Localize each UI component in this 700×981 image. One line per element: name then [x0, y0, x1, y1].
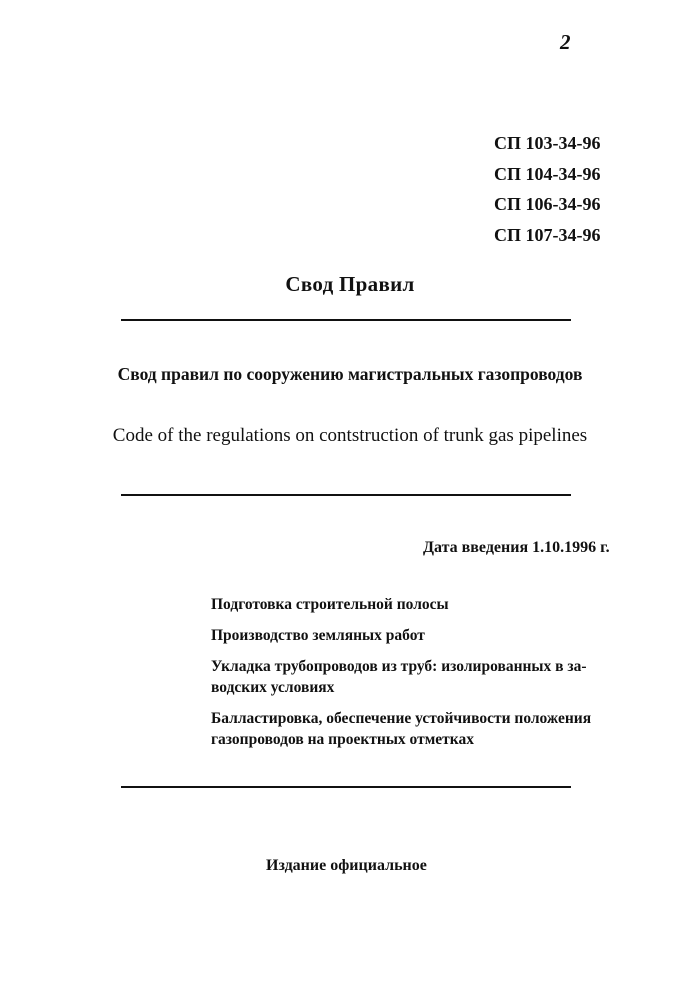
topic-item: Подготовка строительной полосы: [211, 596, 449, 613]
topic-item: Производство земляных работ: [211, 627, 425, 644]
document-code: СП 104-34-96: [494, 163, 601, 184]
topic-item: Укладка трубопроводов из труб: изолированных в за-водских условиях: [211, 658, 587, 696]
topic-item: Балластировка, обеспечение устойчивости положения газопроводов на проектных отметках: [211, 710, 592, 748]
horizontal-rule: [121, 319, 571, 321]
document-code: СП 103-34-96: [494, 133, 601, 153]
document-code: СП 106-34-96: [494, 194, 601, 214]
horizontal-rule: [121, 494, 571, 496]
document-codes: [494, 128, 601, 250]
page-number: 2: [560, 30, 571, 54]
document-title: Свод Правил: [285, 272, 415, 296]
topics-list: [211, 594, 596, 760]
document-code: СП 107-34-96: [494, 224, 601, 245]
horizontal-rule: [121, 786, 571, 788]
introduction-date: Дата введения 1.10.1996 г.: [423, 539, 610, 556]
subtitle-russian: Свод правил по сооружению магистральных газопроводов: [117, 364, 583, 384]
edition-label: Издание официальное: [266, 857, 427, 874]
subtitle-english: Code of the regulations on contstruction of trunk gas pipelines: [112, 425, 588, 446]
